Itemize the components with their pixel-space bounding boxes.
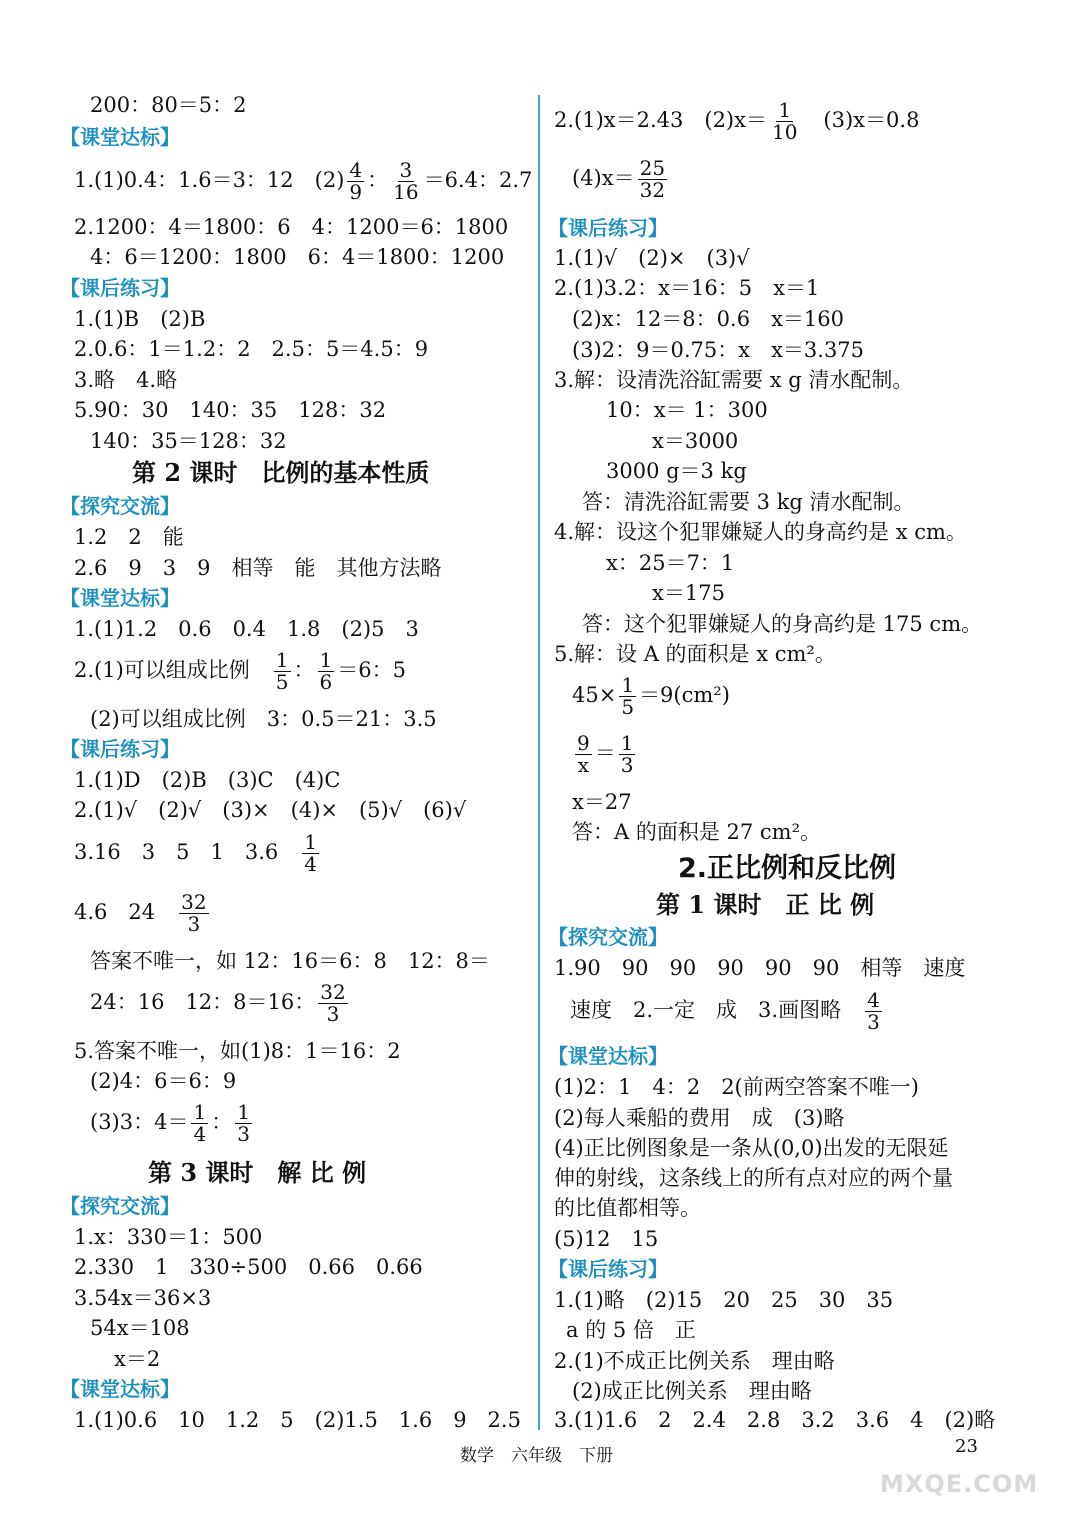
- answer-line: 200：80＝5：2: [90, 93, 247, 117]
- answer-line: a 的 5 倍 正: [566, 1318, 696, 1342]
- answer-line: 3.解：设清洗浴缸需要 x g 清水配制。: [554, 368, 914, 392]
- section-tag: 【课堂达标】: [548, 1044, 668, 1068]
- answer-line: 10：x＝ 1：300: [606, 398, 768, 422]
- answer-line: 速度 2.一定 成 3.画图略 $\frac{4}{3}$: [570, 988, 880, 1034]
- answer-line: 4.解：设这个犯罪嫌疑人的身高约是 x cm。: [554, 520, 967, 544]
- answer-line: 2.0.6：1＝1.2：2 2.5：5＝4.5：9: [74, 337, 429, 361]
- answer-line: (2)4：6＝6：9: [90, 1069, 237, 1093]
- answer-line: 2.330 1 330÷500 0.66 0.66: [74, 1255, 423, 1279]
- footer-label: 数学 六年级 下册: [460, 1446, 613, 1466]
- unit-heading: 2.正比例和反比例: [678, 853, 897, 884]
- answer-line: $\frac{9}{x}$ ＝ $\frac{1}{3}$: [577, 731, 634, 777]
- answer-line: 3.略 4.略: [74, 368, 178, 392]
- answer-line: 4.6 24 $\frac{32}{3}$: [74, 890, 207, 936]
- answer-line: 1.(1)B (2)B: [74, 307, 206, 331]
- answer-line: x：25＝7：1: [606, 551, 735, 575]
- page-number: 23: [955, 1436, 978, 1457]
- answer-line: 答：这个犯罪嫌疑人的身高约是 175 cm。: [582, 612, 983, 636]
- answer-line: (5)12 15: [554, 1227, 659, 1251]
- answer-line: 5.90：30 140：35 128：32: [74, 398, 387, 422]
- answer-line: 1.(1)略 (2)15 20 25 30 35: [554, 1288, 894, 1312]
- answer-line: 2.(1)√ (2)√ (3)× (4)× (5)√ (6)√: [74, 798, 467, 822]
- answer-line: 2.(1)3.2：x＝16：5 x＝1: [554, 276, 820, 300]
- section-tag: 【探究交流】: [60, 494, 180, 518]
- answer-line: 3.54x＝36×3: [74, 1286, 212, 1310]
- answer-line: x＝2: [114, 1347, 161, 1371]
- answer-line: 5.答案不唯一，如(1)8：1＝16：2: [74, 1039, 401, 1063]
- answer-line: 5.解：设 A 的面积是 x cm²。: [554, 642, 836, 666]
- answer-line: 1.x：330＝1：500: [74, 1225, 263, 1249]
- answer-line: 1.90 90 90 90 90 90 相等 速度: [554, 956, 966, 980]
- answer-line: x＝175: [652, 581, 725, 605]
- watermark: MXQE.COM: [880, 1470, 1039, 1498]
- answer-line: (2)x：12＝8：0.6 x＝160: [572, 307, 844, 331]
- answer-line: 1.(1)0.4：1.6＝3：12 (2) $\frac{4}{9}$ ： $\frac{3}{16}$ ＝6.4：2.7: [74, 158, 533, 204]
- answer-line: 1.(1)0.6 10 1.2 5 (2)1.5 1.6 9 2.5: [74, 1408, 521, 1432]
- answer-line: 答：清洗浴缸需要 3 kg 清水配制。: [582, 490, 915, 514]
- answer-line: 伸的射线，这条线上的所有点对应的两个量: [554, 1166, 953, 1190]
- answer-line: 4：6＝1200：1800 6：4＝1800：1200: [90, 245, 505, 269]
- answer-line: (3)3：4＝ $\frac{1}{4}$ ： $\frac{1}{3}$: [90, 1100, 250, 1146]
- section-tag: 【课堂达标】: [60, 586, 180, 610]
- section-tag: 【课堂达标】: [60, 125, 180, 149]
- answer-line: 2.6 9 3 9 相等 能 其他方法略: [74, 556, 442, 580]
- answer-line: 1.(1)√ (2)× (3)√: [554, 246, 750, 270]
- answer-line: 140：35＝128：32: [90, 429, 287, 453]
- answer-line: 1.2 2 能: [74, 525, 184, 549]
- answer-line: 2.1200：4＝1800：6 4：1200＝6：1800: [74, 215, 509, 239]
- section-tag: 【课后练习】: [60, 276, 180, 300]
- answer-line: 3000 g＝3 kg: [606, 459, 747, 483]
- answer-line: 1.(1)1.2 0.6 0.4 1.8 (2)5 3: [74, 617, 419, 641]
- answer-line: 24：16 12：8＝16： $\frac{32}{3}$: [90, 980, 346, 1026]
- answer-line: 2.(1)不成正比例关系 理由略: [554, 1349, 835, 1373]
- answer-line: 2.(1)x＝2.43 (2)x＝ $\frac{1}{10}$ (3)x＝0.8: [554, 98, 920, 144]
- section-tag: 【课后练习】: [60, 737, 180, 761]
- lesson-heading: 第 3 课时 解 比 例: [148, 1158, 367, 1187]
- answer-line: 答：A 的面积是 27 cm²。: [572, 820, 822, 844]
- lesson-heading: 第 1 课时 正 比 例: [656, 890, 875, 919]
- answer-line: 45× $\frac{1}{5}$ ＝9(cm²): [572, 673, 730, 719]
- answer-line: (4)x＝ $\frac{25}{32}$: [572, 156, 666, 202]
- answer-line: 3.(1)1.6 2 2.4 2.8 3.2 3.6 4 (2)略: [554, 1408, 996, 1432]
- answer-line: (4)正比例图象是一条从(0,0)出发的无限延: [554, 1136, 949, 1160]
- answer-line: (3)2：9＝0.75：x x＝3.375: [572, 338, 865, 362]
- section-tag: 【探究交流】: [548, 925, 668, 949]
- section-tag: 【课堂达标】: [60, 1377, 180, 1401]
- section-tag: 【探究交流】: [60, 1194, 180, 1218]
- answer-line: 答案不唯一，如 12：16＝6：8 12：8＝: [90, 949, 490, 973]
- column-divider: [538, 95, 540, 1430]
- answer-line: 3.16 3 5 1 3.6 $\frac{1}{4}$: [74, 830, 317, 876]
- answer-line: x＝3000: [652, 429, 739, 453]
- answer-line: 的比值都相等。: [554, 1196, 701, 1220]
- answer-line: x＝27: [572, 790, 632, 814]
- answer-line: (2)成正比例关系 理由略: [572, 1379, 812, 1403]
- answer-line: (2)每人乘船的费用 成 (3)略: [554, 1106, 845, 1130]
- answer-line: 54x＝108: [90, 1316, 190, 1340]
- answer-line: (1)2：1 4：2 2(前两空答案不唯一): [554, 1075, 919, 1099]
- lesson-heading: 第 2 课时 比例的基本性质: [132, 458, 430, 487]
- answer-line: (2)可以组成比例 3：0.5＝21：3.5: [90, 707, 437, 731]
- answer-line: 1.(1)D (2)B (3)C (4)C: [74, 768, 341, 792]
- section-tag: 【课后练习】: [548, 1257, 668, 1281]
- answer-line: 2.(1)可以组成比例 $\frac{1}{5}$ ： $\frac{1}{6}$ ＝6：5: [74, 648, 406, 694]
- section-tag: 【课后练习】: [548, 216, 668, 240]
